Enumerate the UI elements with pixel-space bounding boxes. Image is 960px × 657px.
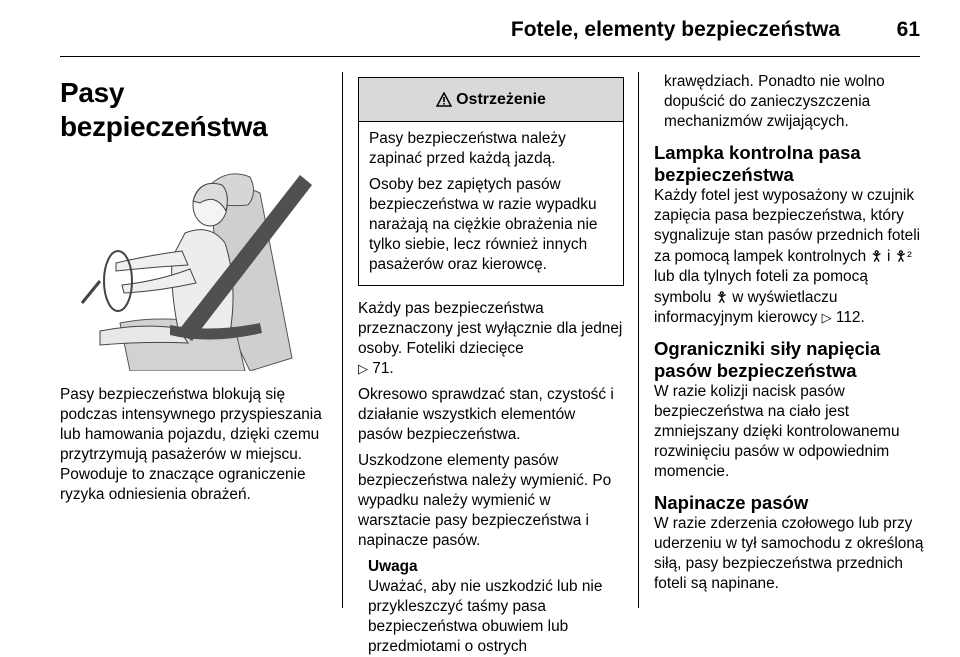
warning-header: [359, 78, 623, 122]
limiters-paragraph: W razie kolizji nacisk pasów bezpieczeństwa na ciało jest zmniejszany dzięki kontrolowanemu rozwinięciu pasów w odpowiednim momencie.: [654, 383, 900, 480]
note-block: [358, 557, 624, 657]
section-title: Pasy bezpieczeństwa: [60, 77, 268, 142]
column-2: [358, 72, 624, 657]
column-divider-2: [638, 72, 639, 608]
page-reference[interactable]: 112.: [835, 309, 865, 326]
seatbelt-warning-icon: 🯆: [870, 248, 883, 264]
seatbelt-warning-icon: 🯆: [715, 289, 728, 305]
column-3: [654, 72, 924, 600]
seatbelt-illustration: [60, 163, 324, 371]
header-title: Fotele, elementy bezpieczeństwa: [510, 18, 840, 41]
note-text: Uważać, aby nie uszkodzić lub nie przykleszczyć taśmy pasa bezpieczeństwa obuwiem lub przedmiotami o ostrych: [368, 578, 603, 655]
paragraph-one-person: [358, 299, 624, 379]
warning-paragraph: Osoby bez zapiętych pasów bezpieczeństwa w razie wypadku narażają na ciężkie obrażenia nie tylko siebie, lecz również innych pasażerów oraz kierowcę.: [369, 176, 598, 273]
paragraph-replace: Uszkodzone elementy pasów bezpieczeństwa należy wymienić. Po wypadku należy wymienić w warsztacie pasy bezpieczeństwa i napinacze pasów.: [358, 452, 612, 549]
warning-triangle-icon: [436, 92, 452, 107]
subheading-pretensioners: Napinacze pasów: [654, 492, 809, 513]
column-1: [60, 72, 328, 505]
page-reference-arrow-icon: ▷: [821, 310, 832, 325]
paragraph-text: Każdy pas bezpieczeństwa przeznaczony jest wyłącznie dla jednej osoby. Foteliki dziecięce: [358, 300, 623, 357]
note-continuation: krawędziach. Ponadto nie wolno dopuścić do zanieczyszczenia mechanizmów zwijających.: [664, 73, 885, 130]
page-reference[interactable]: 71.: [372, 360, 394, 377]
warning-paragraph: Pasy bezpieczeństwa należy zapinać przed każdą jazdą.: [369, 130, 566, 167]
seatbelt-warning-2-icon: 🯆²: [894, 248, 912, 264]
indicator-paragraph: Każdy fotel jest wyposażony w czujnik zapięcia pasa bezpieczeństwa, który sygnalizuje stan pasów przednich foteli za pomocą lampek kontrolnych 🯆 i 🯆² lub dla tylnych foteli za pomocą symbolu 🯆 w wyświetlaczu informacyjnym kierowcy ▷ 112.: [654, 187, 921, 326]
warning-box: [358, 77, 624, 286]
warning-body: [359, 122, 623, 285]
subheading-indicator: Lampka kontrolna pasa bezpieczeństwa: [654, 142, 861, 185]
page-reference-arrow-icon: ▷: [358, 361, 368, 376]
pretensioners-paragraph: W razie zderzenia czołowego lub przy uderzeniu w tył samochodu z określoną siłą, pasy bezpieczeństwa przednich foteli są napinane.: [654, 515, 924, 592]
warning-title: Ostrzeżenie: [456, 90, 546, 108]
paragraph-check: Okresowo sprawdzać stan, czystość i działanie wszystkich elementów pasów bezpieczeństwa.: [358, 386, 614, 443]
page-number: 61: [896, 18, 920, 41]
note-title: Uwaga: [368, 558, 418, 575]
column-divider-1: [342, 72, 343, 608]
intro-paragraph: Pasy bezpieczeństwa blokują się podczas intensywnego przyspieszania lub hamowania pojazdu, dzięki czemu przytrzymują pasażerów w miejscu. Powoduje to znaczące ograniczenie ryzyka odniesienia obrażeń.: [60, 386, 322, 503]
header-divider: [60, 56, 920, 57]
subheading-limiters: Ograniczniki siły napięcia pasów bezpieczeństwa: [654, 338, 881, 381]
